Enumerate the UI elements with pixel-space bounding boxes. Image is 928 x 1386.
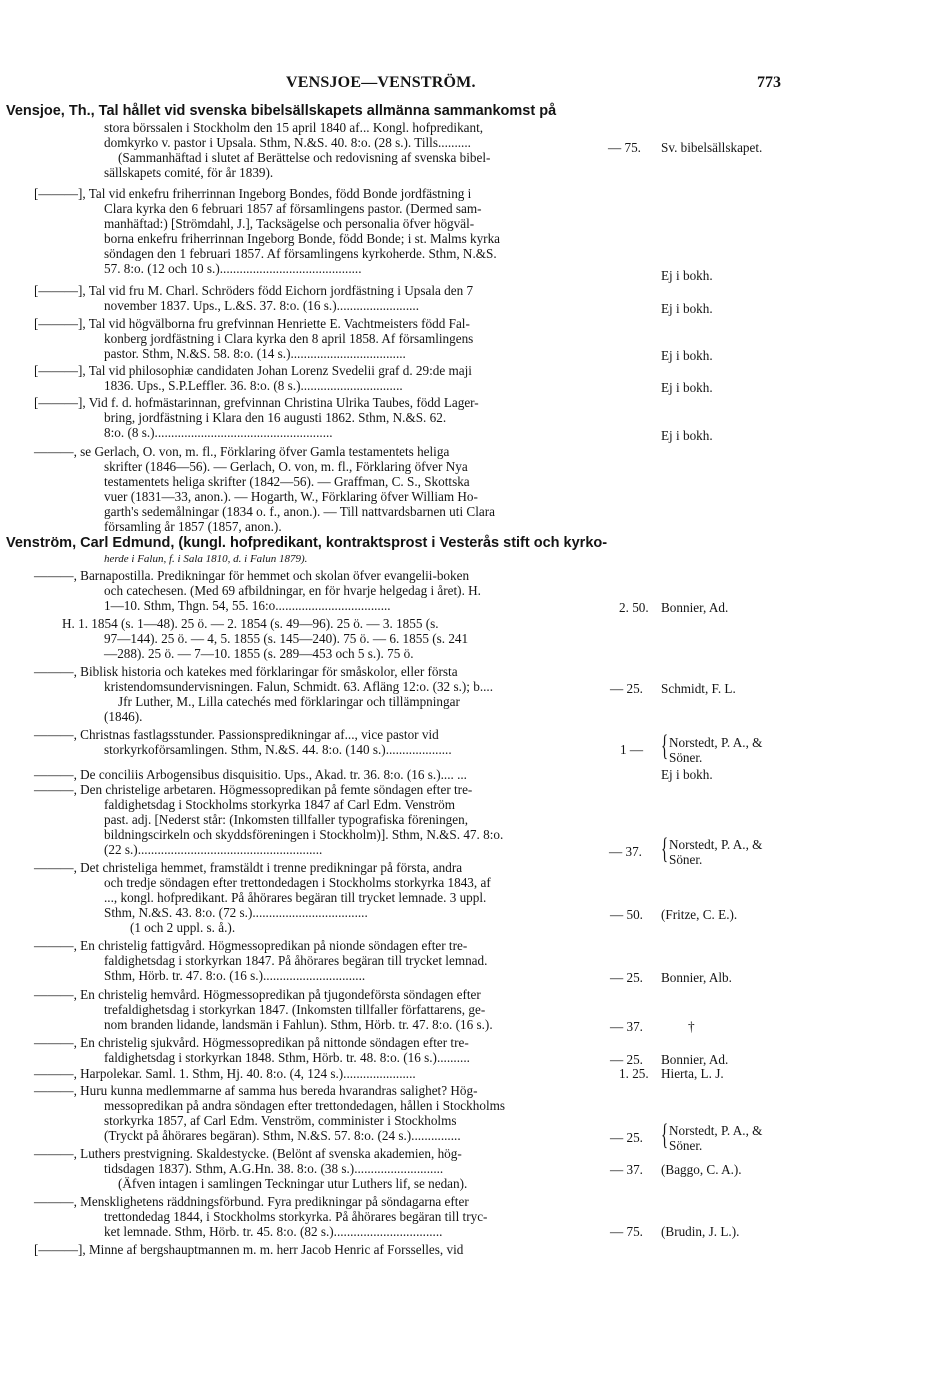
entry-line: —288). 25 ö. — 7—10. 1855 (s. 289—453 och 5 s.). 75 ö. [104,646,414,661]
entry-publisher: Sv. bibelsällskapet. [661,140,763,155]
entry-line: 1836. Ups., S.P.Leffler. 36. 8:o. (8 s.)............................... [104,378,403,393]
entry-price: — 25. [610,970,643,985]
entry-publisher: Bonnier, Alb. [661,970,732,985]
entry-publisher: Ej i bokh. [661,301,713,316]
entry-line: sällskapets comité, för år 1839). [104,165,274,180]
entry-line: ———, Mensklighetens räddningsförbund. Fyra predikningar på söndagarna efter [34,1194,469,1209]
entry-price: 1. 25. [619,1066,649,1081]
entry-line: ———, Barnapostilla. Predikningar för hemmet och skolan öfver evangelii-boken [34,568,470,583]
entry-price: — 25. [610,1130,643,1145]
entry-line: ———, En christelig sjukvård. Högmessopredikan på nittonde söndagen efter tre- [34,1035,469,1050]
entry-line: [———], Tal vid högvälborna fru grefvinnan Henriette E. Vachtmeisters född Fal- [34,316,470,331]
entry-line: 97—144). 25 ö. — 4, 5. 1855 (s. 145—240). 75 ö. — 6. 1855 (s. 241 [104,631,469,646]
entry-publisher: (Brudin, J. L.). [661,1224,740,1239]
entry-line: (1 och 2 uppl. s. å.). [130,920,236,935]
running-title: VENSJOE—VENSTRÖM. [286,74,476,91]
entry-line: 8:o. (8 s.)...................................................... [104,425,333,440]
entry-line: konberg jordfästning i Clara kyrka den 8 april 1858. Af församlingens [104,331,474,346]
entry-line: [———], Tal vid philosophiæ candidaten Johan Lorenz Svedelii graf d. 29:de maji [34,363,472,378]
entry-publisher: Norstedt, P. A., & Söner. [669,837,763,867]
entry-publisher: Ej i bokh. [661,767,713,782]
entry-line: trefaldighetsdag i storkyrkan 1847. (Inkomsten tillfaller författarens, ge- [104,1002,486,1017]
entry-publisher: (Fritze, C. E.). [661,907,738,922]
entry-price: — 25. [610,1052,643,1067]
entry-line: församling år 1857 (1857, anon.). [104,519,282,534]
entry-line: [———], Vid f. d. hofmästarinnan, grefvinnan Christina Ulrika Taubes, född Lager- [34,395,479,410]
entry-line: faldighetsdag i storkyrkan 1847. På åhörares begäran till trycket lemnad. [104,953,488,968]
entry-line: storkyrka 1857, af Carl Edm. Venström, comminister i Stockholms [104,1113,457,1128]
entry-line: kristendomsundervisningen. Falun, Schmidt. 63. Afläng 12:o. (32 s.); b.... [104,679,494,694]
entry-line: ———, En christelig fattigvård. Högmessopredikan på nionde söndagen efter tre- [34,938,468,953]
entry-line: past. adj. [Nederst står: (Inkomsten tillfaller typografiska föreningen, [104,812,469,827]
entry-line: (Tryckt på åhörares begäran). Sthm, N.&S. 57. 8:o. (24 s.)............... [104,1128,461,1143]
entry-line: november 1837. Ups., L.&S. 37. 8:o. (16 s.)......................... [104,298,420,313]
entry-line: H. 1. 1854 (s. 1—48). 25 ö. — 2. 1854 (s. 49—96). 25 ö. — 3. 1855 (s. [62,616,439,631]
entry-line: testamentets heliga skrifter (1842—56). — Graffman, C. S., Skottska [104,474,470,489]
entry-publisher: Schmidt, F. L. [661,681,736,696]
entry-publisher: Ej i bokh. [661,268,713,283]
entry-line: (Äfven intagen i samlingen Teckningar utur Luthers lif, se nedan). [118,1176,468,1191]
brace-symbol: { [661,729,669,762]
entry-line: ———, Den christelige arbetaren. Högmessopredikan på femte söndagen efter tre- [34,782,473,797]
entry-price: — 37. [610,1019,643,1034]
entry-line: nom branden lidande, landsmän i Fahlun). Sthm, Hörb. tr. 47. 8:o. (16 s.). [104,1017,493,1032]
page-header [0,74,928,96]
entry-line: manhäftad:) [Strömdahl, J.], Tacksägelse och personalia öfver högväl- [104,216,475,231]
entry-publisher: Norstedt, P. A., & Söner. [669,1123,763,1153]
entry-line: ..., kongl. hofpredikant. På åhörares begäran till trycket lemnade. 3 uppl. [104,890,487,905]
entry-line: ———, se Gerlach, O. von, m. fl., Förklaring öfver Gamla testamentets heliga [34,444,450,459]
entry-line: faldighetsdag i Stockholms storkyrka 1847 af Carl Edm. Venström [104,797,456,812]
entry-price: — 75. [608,140,641,155]
entry-line: ———, Luthers prestvigning. Skaldestycke. (Belönt af svenska akademien, hög- [34,1146,462,1161]
entry-line: ket lemnade. Sthm, Hörb. tr. 45. 8:o. (82 s.)................................. [104,1224,443,1239]
entry-line: bring, jordfästning i Klara den 16 augusti 1862. Sthm, N.&S. 62. [104,410,447,425]
entry-line: Venström, Carl Edmund, (kungl. hofpredikant, kontraktsprost i Vesterås stift och kyrko- [6,535,608,551]
entry-publisher: Bonnier, Ad. [661,600,729,615]
entry-publisher: Hierta, L. J. [661,1066,724,1081]
entry-publisher: † [688,1019,695,1034]
brace-symbol: { [661,1118,669,1151]
entry-publisher: Ej i bokh. [661,428,713,443]
entry-line: 57. 8:o. (12 och 10 s.)........................................... [104,261,362,276]
entry-line: messopredikan på andra söndagen efter trettondedagen, hållen i Stockholms [104,1098,505,1113]
brace-symbol: { [661,832,669,865]
entry-line: och tredje söndagen efter trettondedagen i Stockholms storkyrka 1843, af [104,875,491,890]
entry-line: (1846). [104,709,143,724]
entry-line: borna enkefru friherrinnan Ingeborg Bonde, född Bonde; i st. Malms kyrka [104,231,501,246]
entry-line: herde i Falun, f. i Sala 1810, d. i Falun 1879). [104,553,308,565]
entry-line: 1—10. Sthm, Thgn. 54, 55. 16:o................................... [104,598,391,613]
entry-line: ———, De conciliis Arbogensibus disquisitio. Ups., Akad. tr. 36. 8:o. (16 s.).... ... [34,767,467,782]
entry-line: ———, En christelig hemvård. Högmessopredikan på tjugondeförsta söndagen efter [34,987,481,1002]
entry-line: [———], Minne af bergshauptmannen m. m. herr Jacob Henric af Forsselles, vid [34,1242,464,1257]
entry-line: Sthm, Hörb. tr. 47. 8:o. (16 s.)............................... [104,968,366,983]
entry-price: — 25. [610,681,643,696]
entry-line: Vensjoe, Th., Tal hållet vid svenska bibelsällskapets allmänna sammankomst på [6,103,557,119]
entry-price: 1 — [620,742,644,757]
entry-line: Clara kyrka den 6 februari 1857 af församlingens pastor. (Dermed sam- [104,201,482,216]
entry-price: 2. 50. [619,600,649,615]
entry-line: skrifter (1846—56). — Gerlach, O. von, m. fl., Förklaring öfver Nya [104,459,468,474]
entry-publisher: Bonnier, Ad. [661,1052,729,1067]
entry-price: — 37. [610,1162,643,1177]
entry-price: — 75. [610,1224,643,1239]
entry-line: Sthm, N.&S. 43. 8:o. (72 s.)................................... [104,905,368,920]
entry-line: trettondedag 1844, i Stockholms storkyrka. På åhörares begäran till tryc- [104,1209,488,1224]
entry-line: ———, Biblisk historia och katekes med förklaringar för småskolor, eller första [34,664,458,679]
entry-line: vuer (1831—33, anon.). — Hogarth, W., Förklaring öfver William Ho- [104,489,478,504]
entry-line: ———, Det christeliga hemmet, framstäldt i trenne predikningar på första, andra [34,860,463,875]
page-number: 773 [757,74,781,91]
entry-line: söndagen den 1 februari 1857. Af församlingens kyrkoherde. Sthm, N.&S. [104,246,497,261]
entry-price: — 50. [610,907,643,922]
entry-publisher: (Baggo, C. A.). [661,1162,742,1177]
entry-line: pastor. Sthm, N.&S. 58. 8:o. (14 s.)................................... [104,346,406,361]
entry-line: [———], Tal vid enkefru friherrinnan Ingeborg Bondes, född Bonde jordfästning i [34,186,472,201]
entry-line: ———, Harpolekar. Saml. 1. Sthm, Hj. 40. 8:o. (4, 124 s.)...................... [34,1066,416,1081]
entry-line: [———], Tal vid fru M. Charl. Schröders född Eichorn jordfästning i Upsala den 7 [34,283,474,298]
entry-line: och catechesen. (Med 69 afbildningar, en för hvarje helgedag i året). H. [104,583,481,598]
entry-line: storkyrkoförsamlingen. Sthm, N.&S. 44. 8:o. (140 s.).................... [104,742,452,757]
entry-line: Jfr Luther, M., Lilla catechés med förklaringar och tillämpningar [118,694,460,709]
entry-line: domkyrko v. pastor i Upsala. Sthm, N.&S. 40. 8:o. (28 s.). Tills.......... [104,135,471,150]
entry-line: (22 s.)........................................................ [104,842,323,857]
entry-line: stora börssalen i Stockholm den 15 april 1840 af... Kongl. hofpredikant, [104,120,484,135]
entry-line: tidsdagen 1837). Sthm, A.G.Hn. 38. 8:o. (38 s.)........................... [104,1161,444,1176]
entry-publisher: Ej i bokh. [661,380,713,395]
entry-line: faldighetsdag i storkyrkan 1848. Sthm, Hörb. tr. 48. 8:o. (16 s.).......... [104,1050,470,1065]
entry-price: — 37. [609,844,642,859]
entry-publisher: Norstedt, P. A., & Söner. [669,735,763,765]
entry-line: ———, Christnas fastlagsstunder. Passionspredikningar af..., vice pastor vid [34,727,439,742]
entry-line: garth's sedemålningar (1834 o. f., anon.). — Till nattvardsbarnen uti Clara [104,504,495,519]
entry-line: (Sammanhäftad i slutet af Berättelse och redovisning af svenska bibel- [118,150,491,165]
entry-line: bildningscirkeln och skyddsföreningen i Stockholm)]. Sthm, N.&S. 47. 8:o. [104,827,504,842]
entry-publisher: Ej i bokh. [661,348,713,363]
entry-line: ———, Huru kunna medlemmarne af samma hus bereda hvarandras salighet? Hög- [34,1083,478,1098]
